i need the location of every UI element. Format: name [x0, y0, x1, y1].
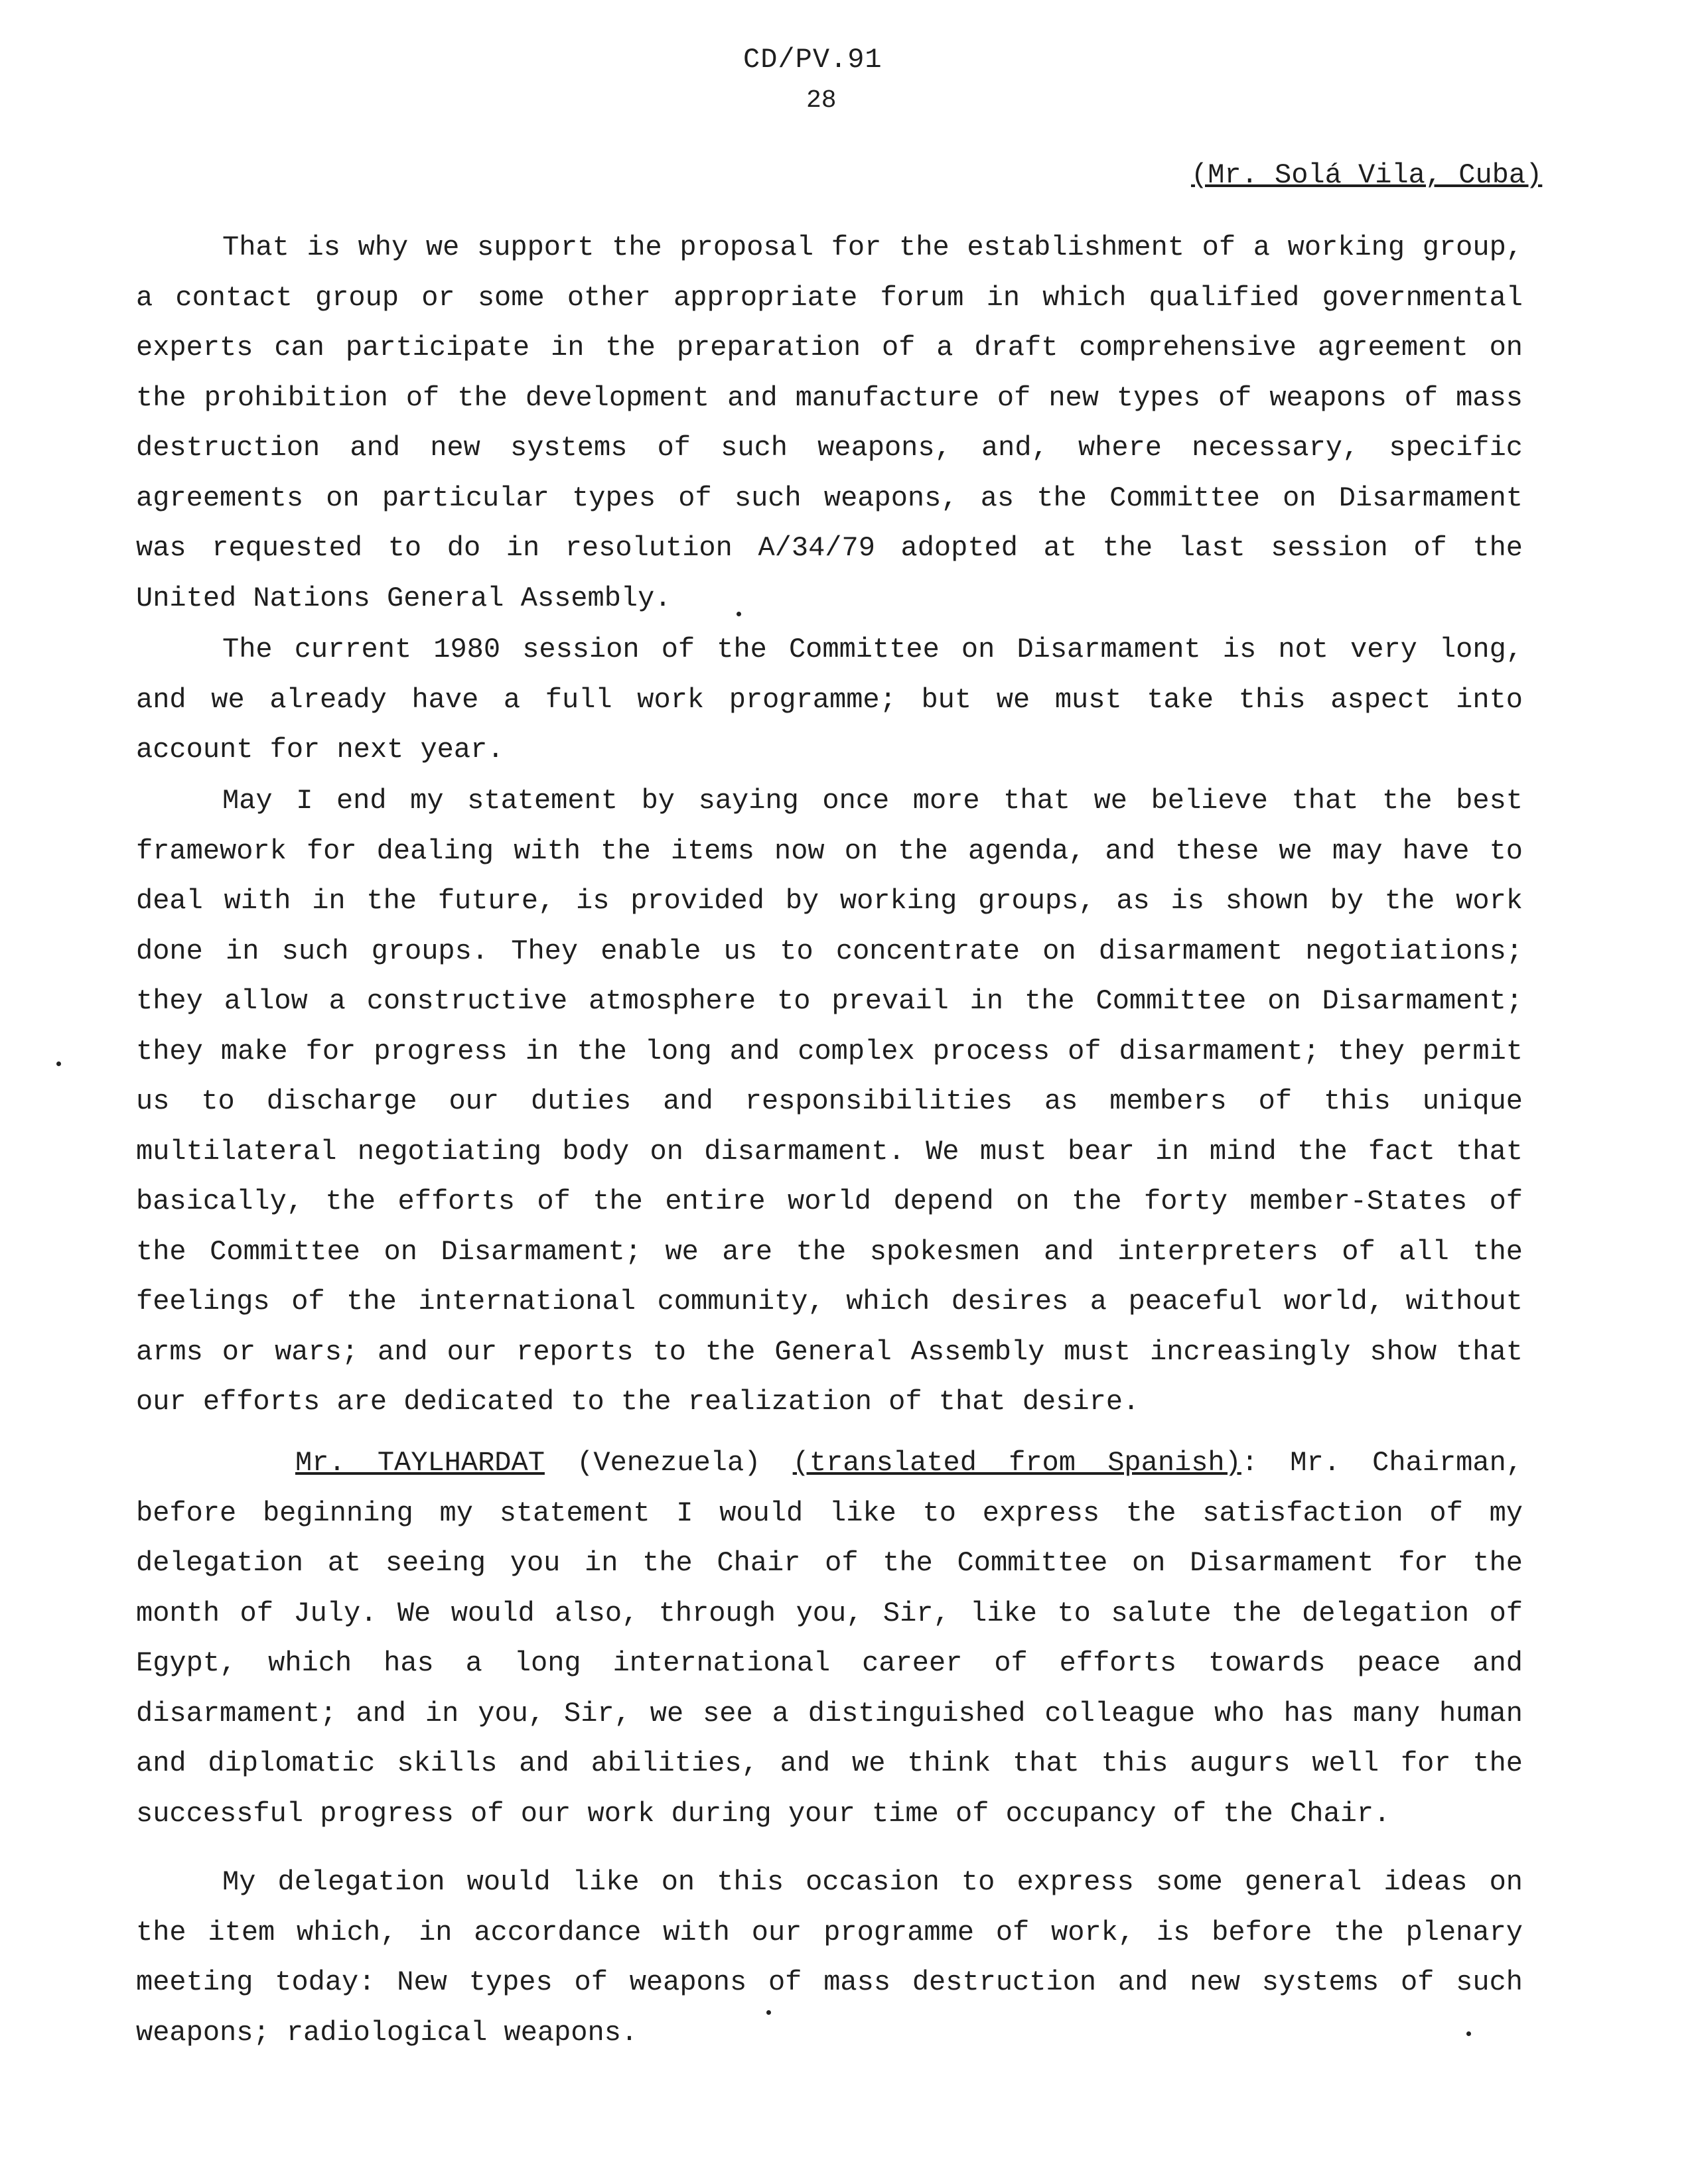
paragraph-3: May I end my statement by saying once more that we believe that the best framework for dealing with the items now on the agenda, and these we may have to deal with in the future, is provided by working groups, as is shown by the work done in such groups. They enable us to concentrate on disarmament negotiations; they allow a constructive atmosphere to prevail in the Committee on Disarmament; they make for progress in the long and complex process of disarmament; they permit us to discharge our duties and responsibilities as members of this unique multilateral negotiating body on disarmament. We must bear in mind the fact that basically, the efforts of the entire world depend on the forty member-States of the Committee on Disarmament; we are the spokesmen and interpreters of all the feelings of the international community, which desires a peaceful world, without arms or wars; and our reports to the General Assembly must increasingly show that our efforts are dedicated to the realization of that desire.: [136, 785, 1523, 1418]
scan-speck: [737, 612, 741, 616]
translation-note: (translated from Spanish): [792, 1447, 1241, 1479]
page-number: 28: [806, 86, 837, 115]
speaker-name: Mr. TAYLHARDAT: [295, 1447, 545, 1479]
scan-speck: [56, 1061, 61, 1066]
paragraph-2: The current 1980 session of the Committee on Disarmament is not very long, and we already have a full work programme; but we must take this aspect into account for next year.: [136, 634, 1523, 766]
speaker-reference: [1191, 159, 1542, 191]
paragraph-4-text: : Mr. Chairman, before beginning my statement I would like to express the satisfaction of my delegation at seeing you in the Chair of the Committee on Disarmament for the month of July. We would also, through you, Sir, like to salute the delegation of Egypt, which has a long international career of efforts towards peace and disarmament; and in you, Sir, we see a distinguished colleague who has many human and diplomatic skills and abilities, and we think that this augurs well for the successful progress of our work during your time of occupancy of the Chair.: [136, 1447, 1523, 1830]
paragraph-1: That is why we support the proposal for the establishment of a working group, a contact group or some other appropriate forum in which qualified governmental experts can participate in the preparation of a draft comprehensive agreement on the prohibition of the development and manufacture of new types of weapons of mass destruction and new systems of such weapons, and, where necessary, specific agreements on particular types of such weapons, as the Committee on Disarmament was requested to do in resolution A/34/79 adopted at the last session of the United Nations General Assembly.: [136, 232, 1523, 614]
scan-speck: [1466, 2031, 1471, 2036]
paragraph-5: My delegation would like on this occasion to express some general ideas on the item which, in accordance with our programme of work, is before the plenary meeting today: New types of weapons of mass destruction and new systems of such weapons; radiological weapons.: [136, 1866, 1523, 2049]
scan-speck: [766, 2010, 771, 2015]
paragraph-4: [136, 1438, 1523, 1839]
document-code: CD/PV.91: [743, 44, 882, 76]
speaker-country: (Venezuela): [577, 1447, 761, 1479]
speaker-reference-text: (Mr. Solá Vila, Cuba): [1191, 159, 1543, 191]
